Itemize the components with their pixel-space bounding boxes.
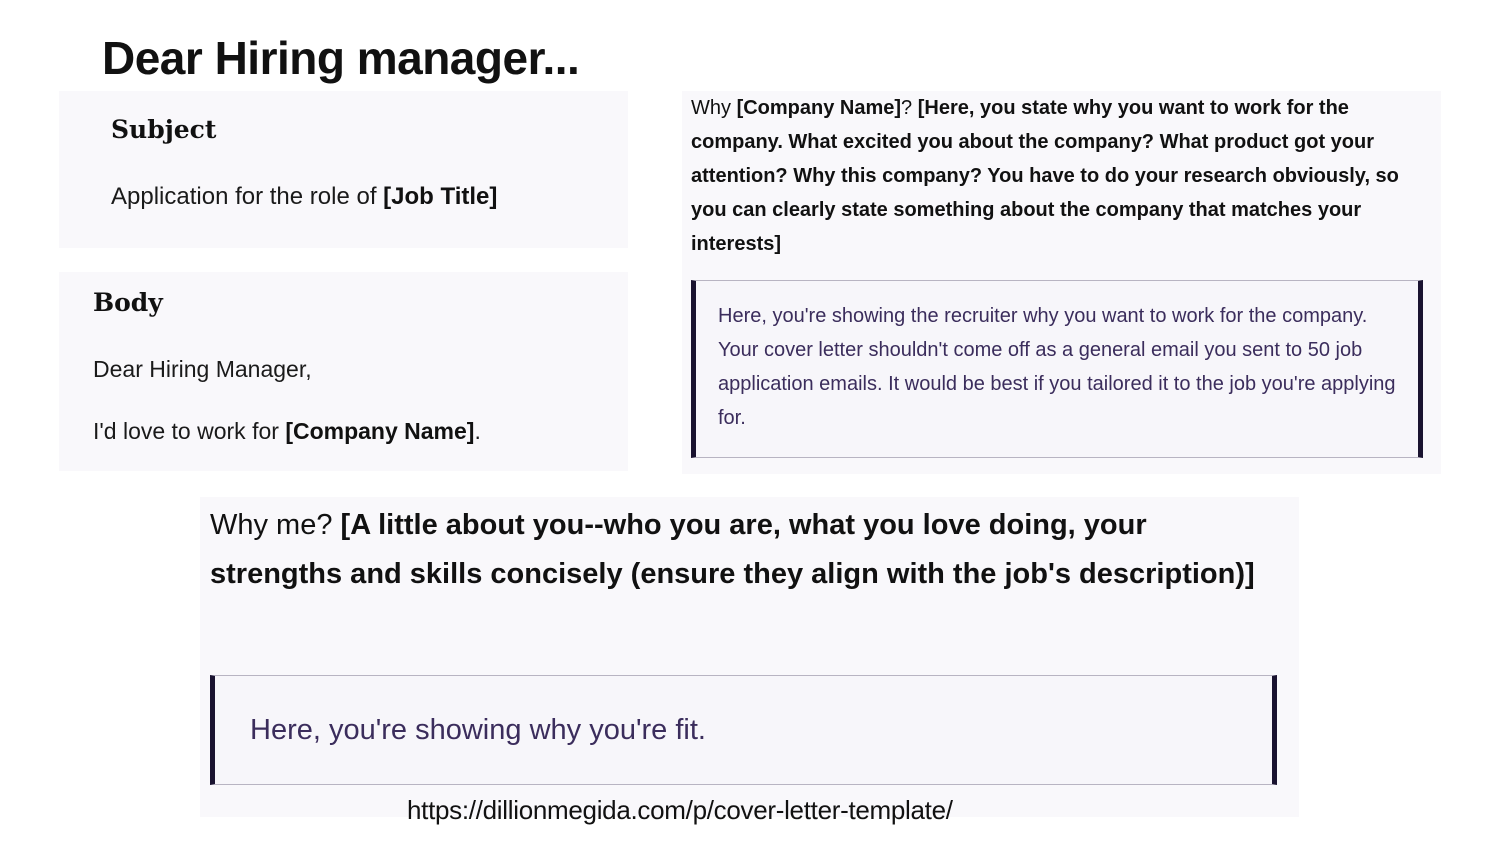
- why-me-instructions: [A little about you--who you are, what you love doing, your strengths and skills concisely (ensure they align with the job's description)]: [210, 509, 1255, 590]
- why-company-card: [682, 91, 1441, 474]
- why-me-card: [200, 497, 1299, 817]
- why-me-lead: Why me?: [210, 509, 341, 541]
- why-me-note: Here, you're showing why you're fit.: [250, 714, 706, 746]
- subject-line: [111, 183, 497, 211]
- subject-text: Application for the role of: [111, 183, 384, 210]
- why-company-paragraph: [691, 91, 1431, 261]
- body-heading: Body: [93, 288, 163, 317]
- greeting-line: Dear Hiring Manager,: [93, 356, 312, 382]
- why-company-note-box: [691, 280, 1423, 458]
- page-title: Dear Hiring manager...: [102, 32, 580, 84]
- why-company-note: Here, you're showing the recruiter why you want to work for the company. Your cover letter shouldn't come off as a general email you sent to 50 job application emails. It would be best if you tailored it to the job you're applying for.: [718, 305, 1396, 429]
- body-card: [59, 272, 628, 471]
- company-name-placeholder: [Company Name]: [285, 418, 475, 444]
- subject-card: [59, 91, 628, 248]
- why-me-note-box: [210, 675, 1277, 785]
- company-line-text: I'd love to work for: [93, 418, 286, 444]
- why-company-lead: Why: [691, 97, 737, 119]
- why-company-instructions: [Here, you state why you want to work for the company. What excited you about the company? What product got your attention? Why this company? You have to do your research obviously, so you can clearly state something about the company that matches your interests]: [691, 97, 1399, 255]
- why-me-paragraph: [210, 501, 1270, 599]
- company-line-suffix: .: [474, 418, 481, 444]
- source-url: https://dillionmegida.com/p/cover-letter-template/: [407, 795, 953, 825]
- subject-heading: Subject: [111, 115, 217, 144]
- why-company-placeholder: [Company Name]: [736, 97, 902, 119]
- company-line: [93, 418, 481, 445]
- job-title-placeholder: [Job Title]: [383, 183, 498, 210]
- why-company-question-mark: ?: [901, 97, 918, 119]
